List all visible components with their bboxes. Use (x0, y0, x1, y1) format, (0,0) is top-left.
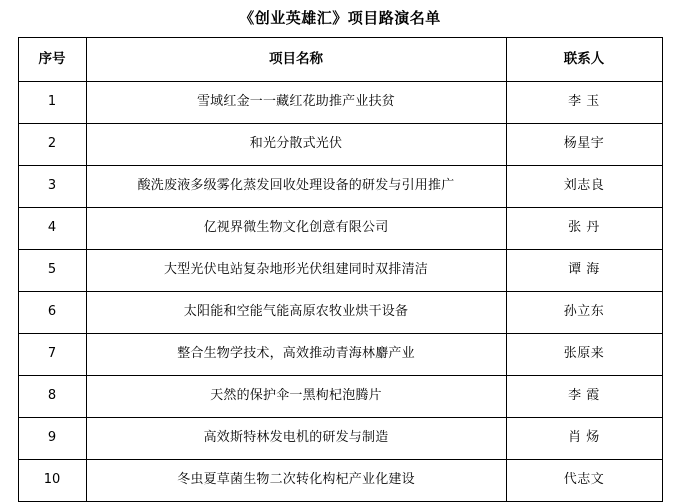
cell-no: 7 (18, 334, 86, 376)
cell-contact: 谭 海 (506, 250, 662, 292)
cell-project-name: 整合生物学技术，高效推动青海林麝产业 (86, 334, 506, 376)
cell-no: 1 (18, 82, 86, 124)
cell-contact: 孙立东 (506, 292, 662, 334)
roadshow-table (18, 37, 663, 502)
cell-no: 6 (18, 292, 86, 334)
table-row (18, 208, 662, 250)
cell-no: 9 (18, 418, 86, 460)
cell-no: 4 (18, 208, 86, 250)
cell-no: 8 (18, 376, 86, 418)
cell-project-name: 太阳能和空能气能高原农牧业烘干设备 (86, 292, 506, 334)
cell-project-name: 高效斯特林发电机的研发与制造 (86, 418, 506, 460)
column-header-no: 序号 (18, 38, 86, 82)
table-row (18, 250, 662, 292)
cell-contact: 张原来 (506, 334, 662, 376)
table-row (18, 82, 662, 124)
table-body (18, 82, 662, 502)
table-row (18, 418, 662, 460)
cell-contact: 杨星宇 (506, 124, 662, 166)
table-row (18, 376, 662, 418)
cell-project-name: 和光分散式光伏 (86, 124, 506, 166)
cell-contact: 刘志良 (506, 166, 662, 208)
cell-project-name: 天然的保护伞一黑枸杞泡腾片 (86, 376, 506, 418)
column-header-contact: 联系人 (506, 38, 662, 82)
cell-contact: 李 霞 (506, 376, 662, 418)
cell-no: 5 (18, 250, 86, 292)
cell-no: 10 (18, 460, 86, 502)
table-row (18, 292, 662, 334)
table-row (18, 124, 662, 166)
table-header-row (18, 38, 662, 82)
table-row (18, 460, 662, 502)
cell-project-name: 亿视界微生物文化创意有限公司 (86, 208, 506, 250)
cell-contact: 代志文 (506, 460, 662, 502)
cell-project-name: 雪域红金一一藏红花助推产业扶贫 (86, 82, 506, 124)
column-header-project-name: 项目名称 (86, 38, 506, 82)
cell-project-name: 酸洗废液多级雾化蒸发回收处理设备的研发与引用推广 (86, 166, 506, 208)
cell-project-name: 大型光伏电站复杂地形光伏组建同时双排清洁 (86, 250, 506, 292)
cell-contact: 张 丹 (506, 208, 662, 250)
cell-project-name: 冬虫夏草菌生物二次转化构杞产业化建设 (86, 460, 506, 502)
cell-no: 2 (18, 124, 86, 166)
cell-no: 3 (18, 166, 86, 208)
page-title: 《创业英雄汇》项目路演名单 (239, 9, 441, 27)
cell-contact: 肖 炀 (506, 418, 662, 460)
table-row (18, 166, 662, 208)
cell-contact: 李 玉 (506, 82, 662, 124)
table-row (18, 334, 662, 376)
